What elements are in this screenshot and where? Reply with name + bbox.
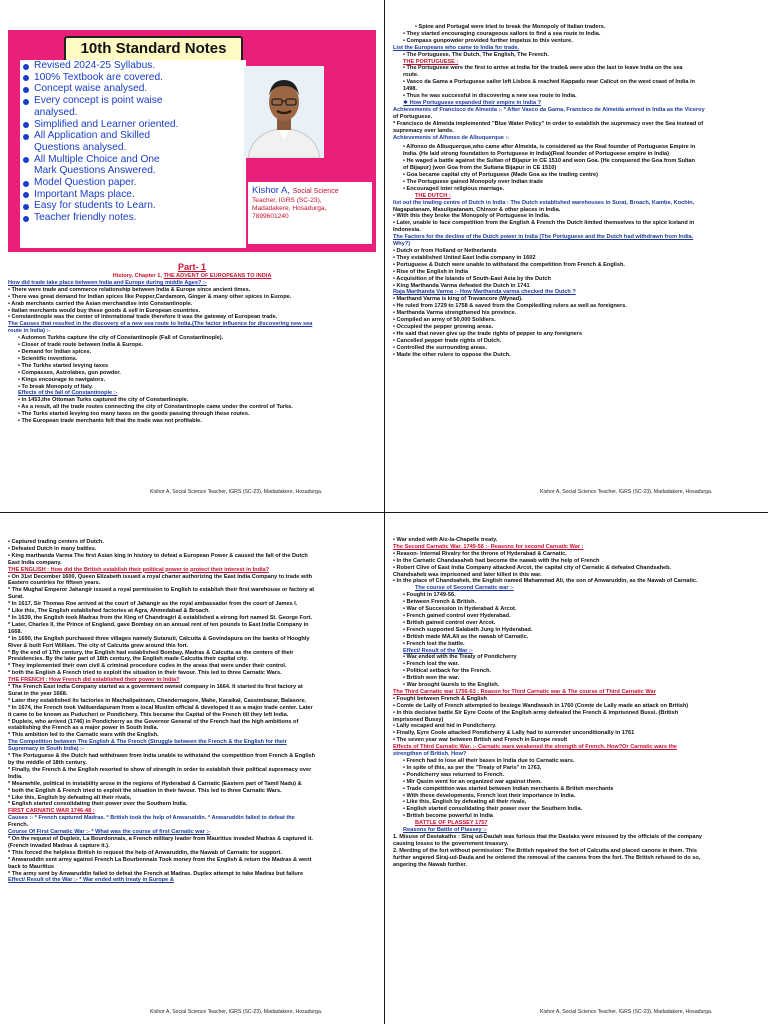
banner-feature-item: All Multiple Choice and One [20, 154, 246, 166]
text-line: • Fought in 1749-56. [403, 592, 456, 599]
text-line: * They implemented their own civil & criminal procedure codes in the areas that were under their control. [8, 663, 287, 670]
text-line: The Causes that resulted in the discovery of a new sea route to India.(The factor influence for discovering new sea [8, 321, 313, 328]
text-line: • British won the war. [403, 675, 460, 682]
text-line: • French supported Salabath Jung in Hyderabad. [403, 626, 533, 633]
text-line: • Arab merchants carried the Asian merchandise into Constantinople. [8, 300, 193, 307]
page-2 [385, 0, 768, 512]
text-line: • There were trade and commerce relationship between India & Europe since ancient times. [8, 286, 251, 293]
text-line: • Constantinople was the center of international trade therefore it was the gateway of European trade. [8, 314, 278, 321]
chapter-label: History, Chapter 1, [112, 273, 162, 279]
text-line: • French had to lose all their bases in India due to Carnatic wars. [403, 758, 575, 764]
text-line: • Controlled the surrounding areas. [393, 344, 487, 351]
text-line: it came to be known as Puducheri or Pondichery. This became the Capital of the French till they left India. [8, 711, 289, 718]
banner-feature-item: Easy for students to Learn. [20, 200, 246, 212]
text-line: • He ruled from 1729 to 1758 & saved from the Compiledling rulers as well as foreigners. [393, 303, 627, 310]
text-line: • Trade competition was started between Indian merchants & British merchants [403, 785, 614, 792]
text-line: • With this they broke the Monopoly of Portuguese in India. [393, 213, 550, 220]
text-line: • The Portuguese gained Monopoly over Indian trade [403, 178, 543, 185]
page-4 [385, 513, 768, 1024]
text-line: • Rise of the English in India [393, 268, 468, 275]
text-line: • Acquisition of the Islands of South-East Asia by the Dutch [393, 275, 551, 282]
text-line: • Alfonso de Albuquerque,who came after Almeida, is considered as the Real founder of Portuguese Empire in [403, 144, 696, 151]
chapter-title: THE ADVENT OF EUROPEANS TO INDIA [163, 273, 272, 279]
page-3-body [8, 539, 374, 884]
text-line: 1. Misuse of Dastakaths : Siraj ud-Daulah was furious that the Dastaks were misused by the officials of the company [393, 833, 702, 840]
text-line: • French lost the battle. [403, 640, 465, 647]
text-line: • He said that never give up the trade rights of pepper to any foreigners [393, 330, 583, 337]
text-line: supremacy over lands. [393, 127, 454, 134]
text-line: • Closer of trade route between India & Europe. [18, 342, 144, 349]
text-line: by the middle of 18th century. [8, 760, 87, 766]
text-line: THE PORTUGUESE : [403, 58, 459, 65]
text-line: * On the request of Dupleix, La Bourdonnais, a French military leader from Mauritius invaded Madras & captured it. [8, 835, 313, 842]
page-4-body [393, 537, 758, 869]
author-line: Madadakere, Hosadurga, [252, 205, 327, 212]
banner-feature-item: All Application and Skilled [20, 130, 246, 142]
text-line: imprisoned Bussy) [393, 716, 444, 723]
page-1 [0, 0, 384, 512]
text-line: • War of Succession in Hyderabad & Arcot. [403, 606, 517, 613]
text-line: • The European trade merchants felt that the trade was not profitable. [18, 418, 202, 425]
text-line: 1498. [403, 86, 417, 93]
text-line: French. [8, 822, 29, 829]
text-line: • Made the other rulers to oppose the Dutch. [393, 351, 511, 358]
text-line: Supremacy in South India) :- [8, 746, 84, 753]
text-line: • With these developments, French lost their importance in India. [403, 792, 576, 799]
page-2-body [393, 24, 758, 359]
text-line: • War ended with Aix-la-Chapelle treaty. [393, 537, 498, 543]
banner-feature-list [20, 60, 246, 248]
text-line: Raja Marthanda Varma :- How Marthanda varma checked the Dutch ? [393, 289, 576, 296]
text-line: • King marthanda Varma The first Asian king in history to defeat a European Power & caused the fall of the Dutch [8, 552, 308, 559]
text-line: • Goa became capital city of Portuguese (Made Goa as the trading centre) [403, 172, 598, 179]
text-line: establishing the French as a major power in South India. [8, 725, 159, 732]
page-footer: Kishor A, Social Science Teacher, IGRS (SC-23), Madadakere, Hosadurga. [540, 1009, 713, 1015]
text-line: How did trade take place between India and Europe during middle Ages? :- [8, 279, 207, 286]
text-line: • Occupied the pepper growing areas. [393, 323, 494, 330]
text-line: • British made MA.Ali as the nawab of Carnatic. [403, 633, 529, 640]
text-line: Effect/ Result of the War :- [403, 647, 473, 654]
text-line: * The French East India Company started as a government owned company in 1664. It started its first factory at [8, 684, 303, 691]
text-line: • Automon Turkhs capture the city of Constantinople (Fall of Constantinople). [18, 335, 224, 342]
text-line: • Lally escaped and hid in Pondicherry. [393, 723, 497, 730]
author-line: Teacher, IGRS (SC-23), [252, 197, 322, 204]
text-line: • He waged a battle against the Sultan of Bijapur in CE 1510 and won Goa. (He conquered the Goa from Sultan [403, 158, 695, 165]
text-line: • Finally, Eyre Coote attacked Pondicherry & Lally had to surrender unconditionally in 1761 [393, 730, 635, 737]
text-line: • The Turkhs started levying taxes [18, 362, 109, 369]
text-line: route. [403, 72, 419, 79]
text-line: list out the trading centre of Dutch in India : The Dutch established warehouses in Surat, Broach, Kambe, Kochin, [393, 199, 695, 206]
text-line: angering the Nawab further. [393, 861, 467, 868]
text-line: The course of Second Carnatic war :- [415, 585, 514, 592]
text-line: * Francisco de Almeida implemented "Blue Water Policy" in order to establish the supremacy over the Sea instead of [393, 120, 704, 127]
text-line: • Dutch or from Holland or Netherlands [393, 248, 497, 254]
text-line: • Compasses, Astrolabes, gun powder. [18, 369, 121, 376]
text-line: • Marthand Varma is king of Travancore (Wynad). [393, 296, 523, 303]
text-line: Achievements of Alfonso de Albuquerque :- [393, 134, 510, 141]
banner-feature-item: Simplified and Learner oriented. [20, 119, 246, 131]
text-line: * The Mughal Emperor Jahangir issued a royal permission to English to establish their first warehouse or factory at [8, 587, 315, 594]
text-line: Effects of Third Carnatic War. :- Carnatic wars weakened the strength of French. How?Or Carnatic wars the [393, 744, 677, 751]
text-line: Causes :- * French captured Madras. * British took the help of Anwaruddin. * Anwaruddin failed to defeat the [8, 815, 295, 822]
text-line: * Anwaruddin sent army against French La Bourbonnais Took money from the English & return the Madras & went [8, 856, 312, 863]
text-line: (French invaded Madras & capture it.). [8, 842, 110, 849]
text-line: causing losses to the government treasury. [393, 840, 509, 847]
text-line: • Cancelled pepper trade rights of Dutch. [393, 337, 502, 344]
text-line: • They established United East India company in 1602 [393, 254, 536, 261]
text-line: • Italian merchants would buy these goods & sell in European countries. [8, 307, 200, 314]
text-line: * Like this, The English established factories at Agra, Ahmedabad & Broach. [8, 608, 210, 615]
text-line: * In 1617, Sir Thomas Roe arrived at the court of Jahangir as the royal ambassador from the court of James I. [8, 601, 298, 608]
text-line: BATTLE OF PLASSEY 1757 [415, 820, 488, 827]
banner-title: 10th Standard Notes [64, 36, 243, 62]
text-line: • In the place of Chandsaheb, the English named Mahammad Ali, the son of Anwaruddin, as the Nawab of Carnatic. [393, 578, 698, 585]
text-line: Reasons for Battle of Plassey :- [403, 827, 487, 834]
text-line: • War ended with the Treaty of Pondicherry [403, 654, 517, 661]
text-line: • Comte de Lally of French attempted to besiege Wandiwash in 1760 (Comte de Lally made an attack on British) [393, 702, 689, 709]
text-line: • Portuguese & Dutch were unable to withstand the competition from French & English. [393, 261, 625, 268]
text-line: further angered Siraj-ud-Daula and he ordered the removal of the canons from the fort. The British refused to do so, [393, 854, 701, 861]
text-line: strengthen of British. How? [393, 751, 467, 758]
text-line: • Captured trading centers of Dutch. [8, 539, 104, 545]
text-line: • The seven year war between British and French in Europe result [393, 737, 568, 744]
text-line: East India company. [8, 559, 62, 566]
text-line: • King Marthanda Varma defeated the Dutch in 1741 [393, 282, 530, 289]
banner-feature-item: 100% Textbook are covered. [20, 72, 246, 84]
text-line: • Marthanda Varma strengthened his province. [393, 310, 517, 317]
chapter-heading [8, 273, 376, 280]
banner-feature-item: Every concept is point waise [20, 95, 246, 107]
text-line: • Encouraged inter religious marriage. [403, 185, 505, 192]
author-name: Kishor A, [252, 185, 291, 196]
text-line: • Between French & British. [403, 599, 477, 606]
text-line: • Mir Qasim went for an organized war against them. [403, 778, 542, 785]
notes-banner [8, 30, 376, 252]
text-line: * Meanwhile, political in instability arose in the regions of Hyderabad & Carnatic (Eastern part of Tamil Nadu) & [8, 780, 302, 787]
banner-feature-item: Revised 2024-25 Syllabus. [20, 60, 246, 72]
person-icon [244, 66, 324, 158]
author-photo [244, 66, 324, 158]
text-line: * Finally, the French & the English resorted to show of strength in order to establish their political supremacy over [8, 766, 312, 773]
text-line: • In 1453,the Ottoman Turks captured the city of Constantinople. [18, 397, 189, 404]
text-line: * By the end of 17th century, the English had established Bombay, Madras & Calcutta as the centers of their [8, 649, 294, 656]
text-line: • Scientific inventions. [18, 355, 78, 362]
text-line: • Like this, English by defeating all their rivals, [403, 799, 527, 806]
text-line: • In this decisive battle Sir Eyre Coote of the English army defeated the French & imprisoned Bussi. (British [393, 709, 679, 716]
text-line: Chandsaheb was imprisoned and later killed in this war. [393, 571, 542, 578]
text-line: ❖ How Portuguese expanded their empire in India ? [403, 99, 542, 106]
text-line: • French gained control over Hyderabad. [403, 612, 511, 619]
text-line: * English started consolidating their power over the Southern India. [8, 801, 188, 808]
text-line: Surat. [8, 594, 24, 601]
banner-feature-item: Teacher friendly notes. [20, 212, 246, 224]
text-line: • Fought between French & English [393, 695, 487, 702]
text-line: • Reason- Internal Rivalry for the throne of Hyderabad & Carnatic. [393, 550, 567, 557]
author-line: 7899601240 [252, 213, 289, 220]
text-line: • Political setback for the French. [403, 668, 492, 675]
text-line: The Second Carnatic War. 1749-56 :- Reasons for second Carnatic War : [393, 543, 584, 550]
text-line: India. (He laid strong foundation to Portuguese in India)(Real founder of Portuguese empire in India) [403, 151, 670, 158]
text-line: • Vasco da Gama a Portuguese sailor left Lisbos & reached Kappadu near Calicut on the west coast of India in [403, 79, 695, 86]
text-line: • Compass gunpowder provided further impetus to this venture. [403, 37, 573, 44]
text-line: The Third Carnatic war 1756-63 : Reason for Third Carnatic war & The course of Third Carnatic War [393, 688, 656, 695]
text-line: • War brought laurels to the English. [403, 682, 500, 689]
banner-feature-item: Concept waise analysed. [20, 83, 246, 95]
text-line: FIRST CARNATIC WAR 1746-48 : [8, 808, 95, 815]
text-line: The Factors for the decline of the Dutch power in India (The Portuguese and the Dutch had withdrawn from India. [393, 234, 694, 241]
text-line: * Like this, English by defeating all their rivals, [8, 794, 132, 801]
author-caption [248, 182, 372, 244]
text-line: * In 1674, the French took Valikandapuram from a local Muslim official & developed it as a major trade center. Later [8, 704, 313, 711]
text-line: route in India) :- [8, 328, 51, 335]
text-line: • Thus he was successful in discovering a new sea route to India. [403, 93, 577, 100]
text-line: Presidencies. By the later part of 18th century, the English made Calcutta their capital city. [8, 656, 248, 663]
text-line: * In 1690, the English purchased three villages namely Sutanuti, Calcutta & Govindapura on the banks of Hooghly [8, 635, 310, 642]
text-line: • They started encouraging courageous sailors to find a sea route to India. [403, 30, 601, 37]
text-line: Eastern countries for fifteen years. [8, 580, 101, 587]
banner-feature-item: Model Question paper. [20, 177, 246, 189]
author-role: Social Science [292, 188, 339, 195]
banner-feature-item: Questions analysed. [34, 141, 127, 153]
text-line: • The Turks started levying too many taxes on the goods passing through these routes. [18, 411, 250, 418]
text-line: • There was great demand for Indian spices like Pepper,Cardamom, Ginger & many other spices in Europe. [8, 293, 292, 300]
page-footer: Kishor A, Social Science Teacher, IGRS (SC-23), Madadakere, Hosadurga. [150, 489, 323, 495]
text-line: THE ENGLISH : How did the British establish their political power to protect their interest in India? [8, 566, 270, 573]
banner-feature-item: Mark Questions Answered. [34, 165, 156, 177]
text-line: The Competition between The English & The French (Struggle between the French & the English for their [8, 739, 287, 746]
text-line: * The Portuguese & the Dutch had withdrawn from India unable to withstand the competition from French & English [8, 753, 316, 760]
text-line: * This ambition led to the Carnatic wars with the English. [8, 732, 159, 739]
text-line: • British become powerful in India [403, 813, 493, 820]
text-line: • English started consolidating their power over the Southern India. [403, 806, 583, 813]
text-line: • In the Carnatic Chandasaheb had become the nawab with the help of French [393, 557, 600, 564]
text-line: • The Portuguese, The Dutch, The English, The French. [403, 51, 549, 58]
text-line: List the Europeans who came to India for trade. [393, 44, 520, 51]
text-line: * Dupleix, who arrived (1746) in Pondicherry as the Governor General of the French had the high ambitions of [8, 718, 299, 725]
text-line: 1668. [8, 628, 22, 635]
text-line: River & built Fort William. The city of Calcutta grew around this fort. [8, 642, 189, 649]
text-line: * This forced the helpless British to request the help of Anwaruddin, the Nawab of Carnatic for support. [8, 849, 282, 856]
text-line: • Spine and Portugal were tried to break the Monopoly of Italian traders. [415, 24, 606, 30]
text-line: • Later, unable to face competition from the English & French the Dutch limited themselves to the spice Iceland in [393, 220, 695, 227]
text-line: 2. Merding of the fort without permission: The British repaired the fort of Calcutta and placed canons in them. This [393, 847, 697, 854]
text-line: of Portuguese. [393, 113, 433, 120]
text-line: Surat in the year 1668. [8, 690, 68, 697]
banner-feature-item: Important Maps place. [20, 189, 246, 201]
text-line: Effect/ Result of the War :- * War ended with treaty in Europe & [8, 877, 174, 884]
part-title: Part- 1 [177, 262, 206, 272]
text-line: • Pondicherry was returned to French. [403, 771, 505, 778]
text-line: India. [8, 773, 23, 780]
text-line: • Kings encourage to navigators. [18, 376, 106, 383]
text-line: • French lost the war. [403, 661, 460, 668]
page-footer: Kishor A, Social Science Teacher, IGRS (SC-23), Madadakere, Hosadurga. [150, 1009, 323, 1015]
text-line: of Bijapur) (won Goa from the Sultana Bijapur in CE 1510) [403, 165, 557, 172]
text-line: Indonesia. [393, 227, 421, 234]
text-line: • British gained control over Arcot. [403, 619, 496, 626]
text-line: Effects of the fall of Constantinople :- [18, 390, 118, 397]
text-line: • Demand for Indian spices. [18, 348, 92, 355]
banner-feature-item: analysed. [34, 106, 78, 118]
text-line: * Later they established its factories in Machalipatinam, Chandernagore, Mahe, Karaikal, Cassimbazar, Balasore. [8, 697, 307, 704]
page-3 [0, 513, 384, 1024]
text-line: Achievements of Francisco de Almeida :- * After Vasco da Gama, Francisco de Almeida arrived in India as the Viceroy [393, 106, 705, 113]
text-line: back to Mauritius [8, 863, 55, 870]
text-line: • In spite of this, as per the "Treaty of Paris" in 1763, [403, 764, 542, 771]
page-footer: Kishor A, Social Science Teacher, IGRS (SC-23), Madadakere, Hosadurga. [540, 489, 713, 495]
text-line: THE FRENCH : How French did established their power in India? [8, 677, 180, 684]
text-line: • Robert Clive of East India Company attacked Arcot, the capital city of Carnatic & defeated Chandsaheb. [393, 564, 672, 571]
text-line: Why?) [393, 241, 411, 248]
text-line: THE DUTCH : [415, 192, 451, 199]
text-line: Course Of First Carnatic War :- * What was the course of first Carnatic war :- [8, 829, 211, 836]
text-line: • To break Monopoly of Italy. [18, 383, 94, 390]
text-line: • Compiled an army of 50,000 Soldiers. [393, 317, 496, 324]
text-line: Nagapatanam, Masulipatanam, Chinsor & other places in India. [393, 206, 561, 213]
page-1-body [8, 280, 376, 425]
text-line: * both the English & French tried to exploit the situation in their favour. This led to three Carnatic Wars. [8, 787, 282, 794]
text-line: * The army sent by Anwaruddin failed to defeat the French at Madras. Duplex attempt to take Madras but failure [8, 870, 304, 877]
text-line: • Defeated Dutch in many battles. [8, 545, 97, 552]
text-line: • On 31st December 1600, Queen Elizabeth issued a royal charter authorizing the East India Company to trade with [8, 573, 313, 580]
text-line: • The Portuguese were the first to arrive at India for the trade& were also the last to leave India on the sea [403, 65, 683, 72]
text-line: • As a result, all the trade routes connecting the city of Constantinople came under the control of Turks. [18, 404, 293, 411]
text-line: * Later, Charles II, the Prince of England, gave Bombay on an annual rent of ten pounds to East India Company in [8, 621, 309, 628]
text-line: * both the English & French tried to exploit the situation in their favour. This led to three Carnatic Wars. [8, 670, 282, 677]
text-line: * In 1639, the English took Madras from the King of Chandragiri & established a strong fort named St. George Fort. [8, 614, 312, 621]
